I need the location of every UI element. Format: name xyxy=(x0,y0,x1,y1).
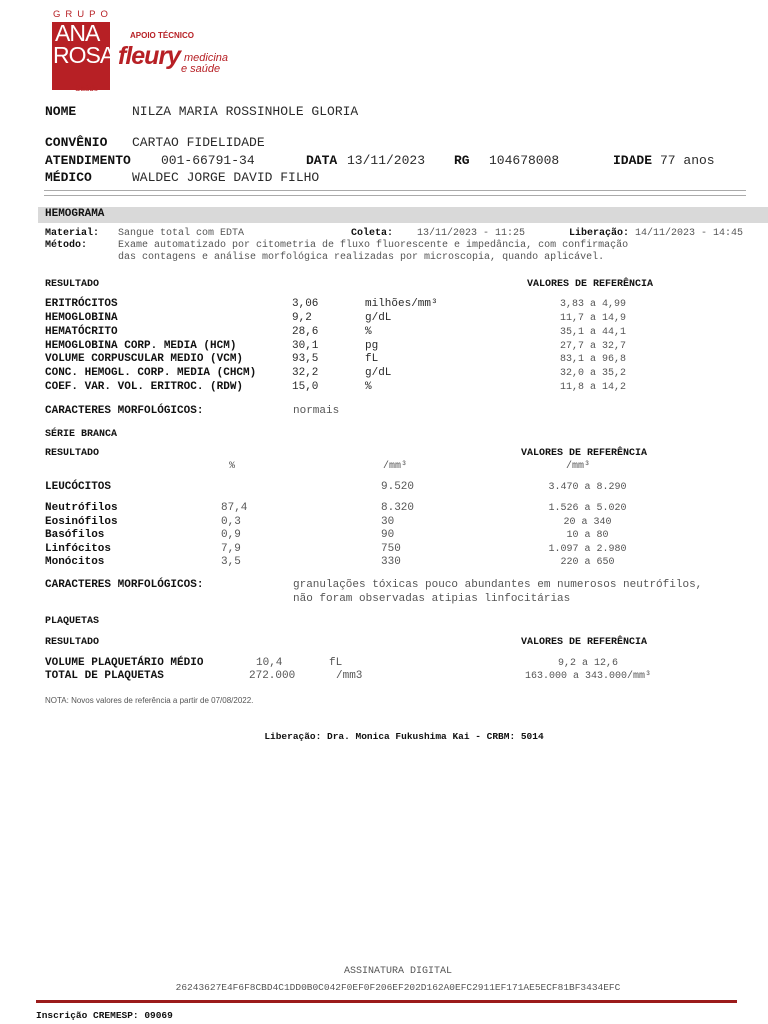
material-value: Sangue total com EDTA xyxy=(118,228,245,239)
footer-divider xyxy=(36,1000,737,1003)
white-row-name: Eosinófilos xyxy=(45,516,118,528)
leucocitos-label: LEUCÓCITOS xyxy=(45,481,112,493)
red-row-name: HEMOGLOBINA xyxy=(45,312,118,324)
white-ref-header: VALORES DE REFERÊNCIA xyxy=(521,448,648,459)
red-row-value: 30,1 xyxy=(292,340,319,352)
logo-ana-text: ANA xyxy=(55,20,100,46)
white-row-name: Monócitos xyxy=(45,556,105,568)
red-row-value: 3,06 xyxy=(292,298,319,310)
nome-label: NOME xyxy=(45,104,77,119)
red-row-value: 93,5 xyxy=(292,353,319,365)
white-row-ref: 20 a 340 xyxy=(563,517,612,528)
metodo-label: Método: xyxy=(45,240,88,251)
red-row-name: VOLUME CORPUSCULAR MEDIO (VCM) xyxy=(45,353,244,365)
cremesp-registration: Inscrição CREMESP: 09069 xyxy=(36,1010,173,1021)
leucocitos-ref: 3.470 a 8.290 xyxy=(548,482,627,493)
red-row-name: ERITRÓCITOS xyxy=(45,298,118,310)
red-row-value: 9,2 xyxy=(292,312,312,324)
white-row-ref: 1.526 a 5.020 xyxy=(548,503,627,514)
red-row-value: 28,6 xyxy=(292,326,319,338)
convenio-label: CONVÊNIO xyxy=(45,135,108,150)
white-row-name: Basófilos xyxy=(45,529,105,541)
medico-value: WALDEC JORGE DAVID FILHO xyxy=(132,170,320,185)
platelet-row-name: VOLUME PLAQUETÁRIO MÉDIO xyxy=(45,657,204,669)
logo-apoio-text: APOIO TÉCNICO xyxy=(130,31,195,40)
red-row-unit: fL xyxy=(365,353,379,365)
leucocitos-abs: 9.520 xyxy=(381,481,415,493)
white-row-pct: 3,5 xyxy=(221,556,241,568)
white-morph-line1: granulações tóxicas pouco abundantes em numerosos neutrófilos, xyxy=(293,579,703,591)
white-morph-line2: não foram observadas atipias linfocitárias xyxy=(293,593,571,605)
digital-signature-label: ASSINATURA DIGITAL xyxy=(343,966,453,977)
white-ref-mm3-header: /mm³ xyxy=(566,461,591,472)
white-row-name: Neutrófilos xyxy=(45,502,118,514)
reference-note: NOTA: Novos valores de referência a partir de 07/08/2022. xyxy=(45,696,254,705)
red-resultado-header: RESULTADO xyxy=(45,279,100,290)
medico-label: MÉDICO xyxy=(45,170,92,185)
red-row-ref: 83,1 a 96,8 xyxy=(559,354,626,365)
red-row-unit: pg xyxy=(365,340,379,352)
platelet-row-value: 10,4 xyxy=(256,657,283,669)
platelet-row-unit: /mm3 xyxy=(336,670,363,682)
metodo-line1: Exame automatizado por citometria de fluxo fluorescente e impedância, com confirmação xyxy=(118,240,629,251)
logo-saude-text: Saúde xyxy=(75,84,99,93)
white-row-abs: 750 xyxy=(381,543,401,555)
red-morph-value: normais xyxy=(293,405,340,417)
red-row-ref: 11,7 a 14,9 xyxy=(559,313,626,324)
red-row-ref: 27,7 a 32,7 xyxy=(559,341,626,352)
white-row-name: Linfócitos xyxy=(45,543,112,555)
digital-signature-hash: 26243627E4F6F8CBD4C1DD0B0C042F0EF0F206EF202D162A0EFC2911EF171AE5ECF81BF3434EFC xyxy=(175,982,621,993)
platelets-resultado-header: RESULTADO xyxy=(45,637,100,648)
white-row-ref: 10 a 80 xyxy=(566,530,609,541)
red-row-unit: g/dL xyxy=(365,312,392,324)
platelet-row-unit: fL xyxy=(329,657,343,669)
platelet-row-value: 272.000 xyxy=(249,670,296,682)
coleta-label: Coleta: xyxy=(351,228,394,239)
red-row-unit: % xyxy=(365,326,372,338)
metodo-line2: das contagens e análise morfológica realizadas por microscopia, quando aplicável. xyxy=(118,252,605,263)
logo-rosa-text: ROSA xyxy=(53,42,115,68)
red-row-value: 15,0 xyxy=(292,381,319,393)
red-row-ref: 11,8 a 14,2 xyxy=(559,382,626,393)
red-row-name: COEF. VAR. VOL. ERITROC. (RDW) xyxy=(45,381,244,393)
rg-label: RG xyxy=(454,153,470,168)
atendimento-value: 001-66791-34 xyxy=(161,153,255,168)
white-row-pct: 87,4 xyxy=(221,502,248,514)
logo-fleury-text: fleury xyxy=(118,42,181,70)
red-row-ref: 3,83 a 4,99 xyxy=(559,299,626,310)
release-signatory: Liberação: Dra. Monica Fukushima Kai - CRBM: 5014 xyxy=(264,731,544,742)
white-row-abs: 8.320 xyxy=(381,502,415,514)
header-divider xyxy=(44,190,746,196)
red-row-value: 32,2 xyxy=(292,367,319,379)
red-row-name: HEMATÓCRITO xyxy=(45,326,118,338)
red-row-unit: g/dL xyxy=(365,367,392,379)
red-row-ref: 32,0 a 35,2 xyxy=(559,368,626,379)
idade-value: 77 anos xyxy=(660,153,715,168)
coleta-value: 13/11/2023 - 11:25 xyxy=(417,228,526,239)
white-row-ref: 220 a 650 xyxy=(560,557,615,568)
data-label: DATA xyxy=(306,153,338,168)
liberacao-value: 14/11/2023 - 14:45 xyxy=(635,228,744,239)
red-row-name: CONC. HEMOGL. CORP. MEDIA (CHCM) xyxy=(45,367,257,379)
data-value: 13/11/2023 xyxy=(347,153,426,168)
red-morph-label: CARACTERES MORFOLÓGICOS: xyxy=(45,405,204,417)
material-label: Material: xyxy=(45,228,100,239)
atendimento-label: ATENDIMENTO xyxy=(45,153,131,168)
white-row-pct: 7,9 xyxy=(221,543,241,555)
white-resultado-header: RESULTADO xyxy=(45,448,100,459)
red-row-unit: % xyxy=(365,381,372,393)
logo-tagline-medicina: medicina xyxy=(184,52,229,64)
white-row-pct: 0,3 xyxy=(221,516,241,528)
idade-label: IDADE xyxy=(613,153,653,168)
section-title-bar xyxy=(38,207,768,223)
liberacao-label: Liberação: xyxy=(569,228,630,239)
white-row-abs: 330 xyxy=(381,556,401,568)
white-row-abs: 30 xyxy=(381,516,395,528)
platelets-title: PLAQUETAS xyxy=(45,616,100,627)
red-row-unit: milhões/mm³ xyxy=(365,298,438,310)
white-row-abs: 90 xyxy=(381,529,395,541)
rg-value: 104678008 xyxy=(489,153,560,168)
logo-tagline-saude: e saúde xyxy=(181,63,221,75)
white-morph-label: CARACTERES MORFOLÓGICOS: xyxy=(45,579,204,591)
platelet-row-ref: 9,2 a 12,6 xyxy=(557,658,618,669)
white-mm3-header: /mm³ xyxy=(383,461,408,472)
convenio-value: CARTAO FIDELIDADE xyxy=(132,135,265,150)
red-ref-header: VALORES DE REFERÊNCIA xyxy=(527,279,654,290)
logo-grupo-text: GRUPO xyxy=(53,9,113,20)
white-row-pct: 0,9 xyxy=(221,529,241,541)
nome-value: NILZA MARIA ROSSINHOLE GLORIA xyxy=(132,104,359,119)
white-series-title: SÉRIE BRANCA xyxy=(45,429,118,440)
platelet-row-ref: 163.000 a 343.000/mm³ xyxy=(524,671,652,682)
red-row-ref: 35,1 a 44,1 xyxy=(559,327,626,338)
white-row-ref: 1.097 a 2.980 xyxy=(548,544,627,555)
platelet-row-name: TOTAL DE PLAQUETAS xyxy=(45,670,164,682)
section-title: HEMOGRAMA xyxy=(45,208,105,220)
platelets-ref-header: VALORES DE REFERÊNCIA xyxy=(521,637,648,648)
red-row-name: HEMOGLOBINA CORP. MEDIA (HCM) xyxy=(45,340,237,352)
white-pct-header: % xyxy=(229,461,236,472)
